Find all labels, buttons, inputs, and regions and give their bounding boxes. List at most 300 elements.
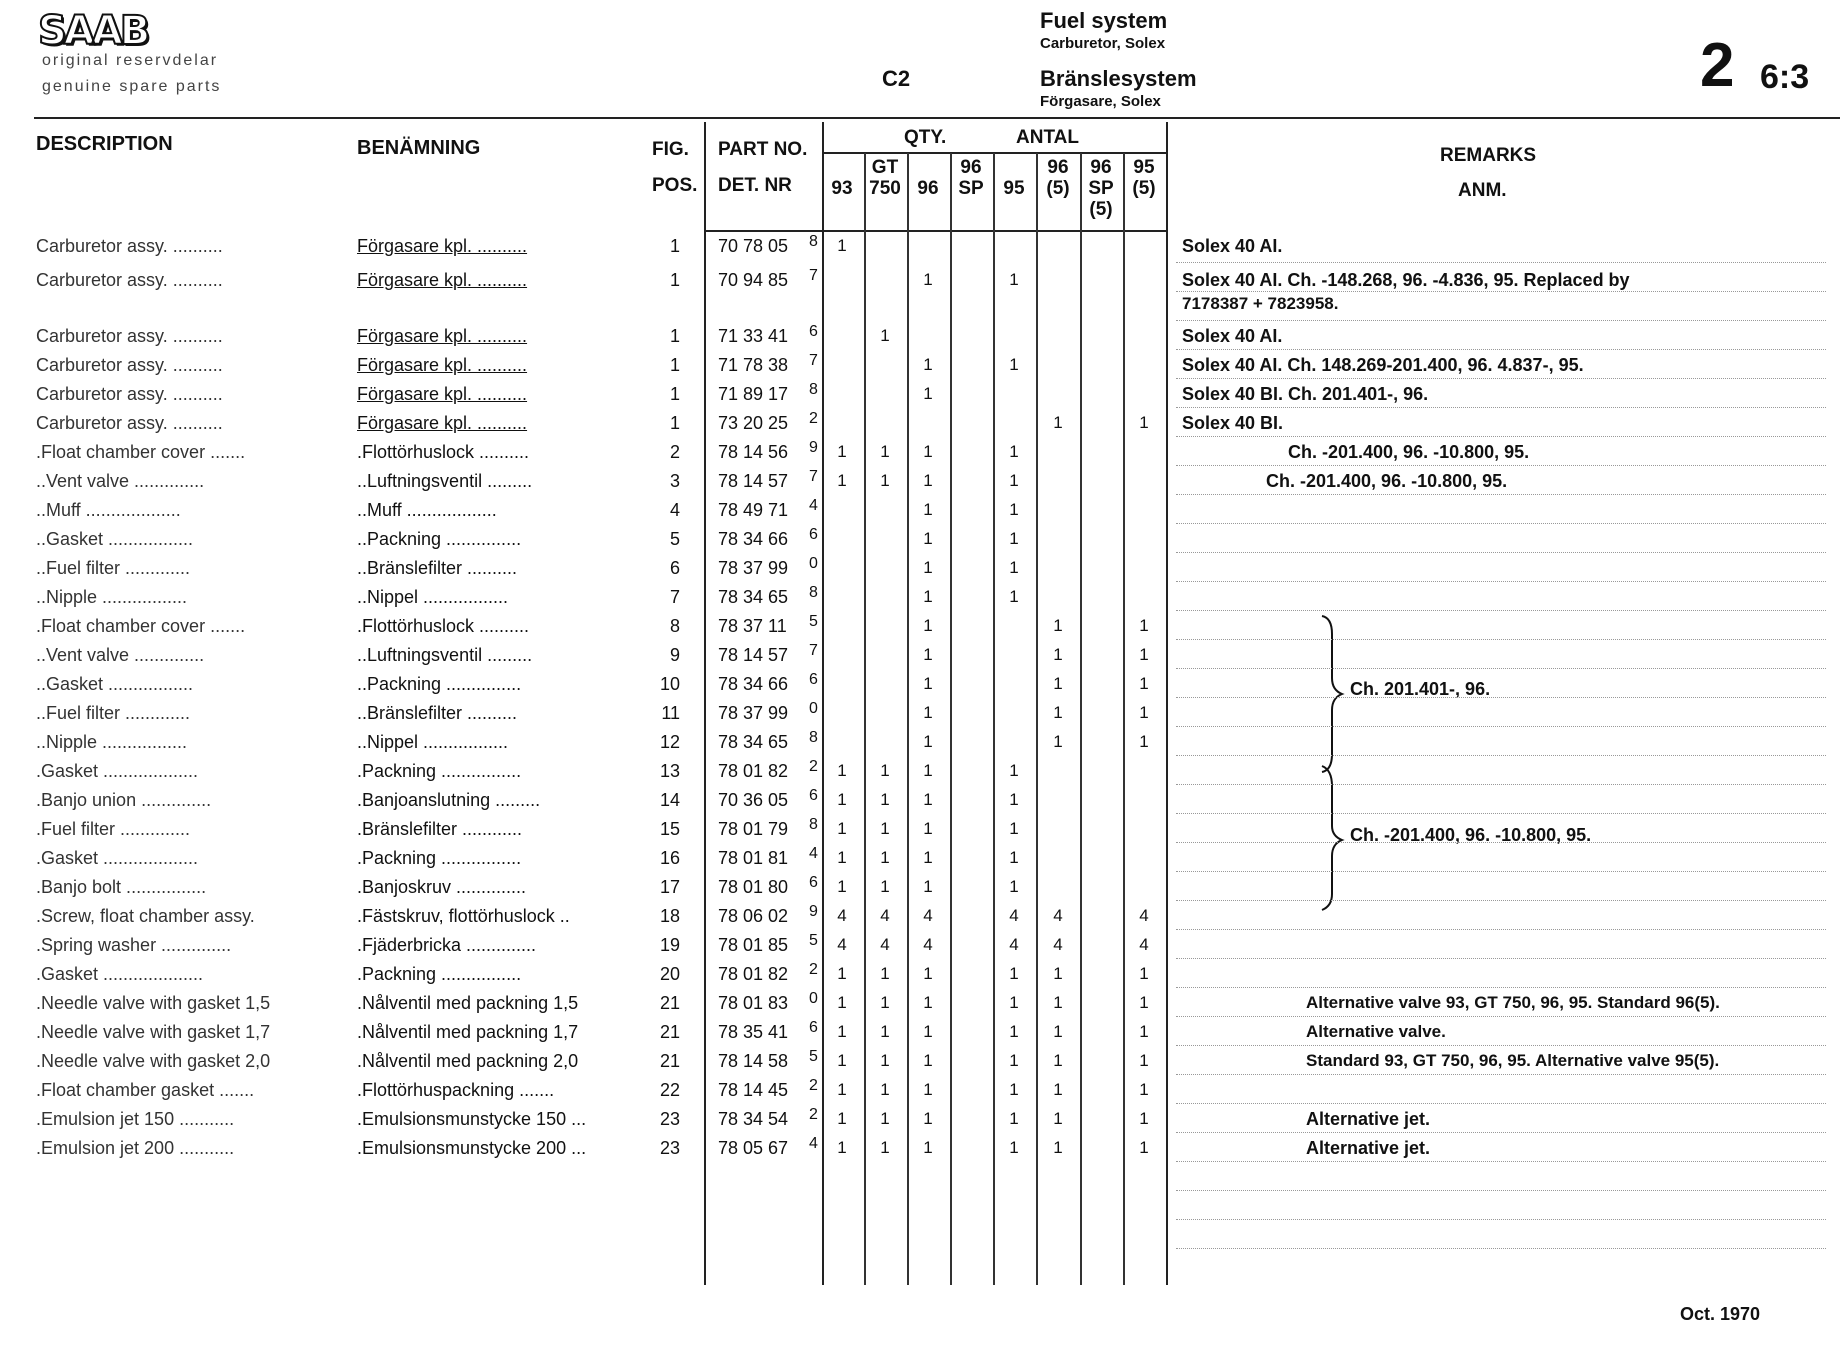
description-cell: ..Vent valve .............. xyxy=(36,471,205,491)
model-header-7 xyxy=(1123,157,1165,199)
remark-cell: Solex 40 AI. xyxy=(1182,236,1283,256)
qty-cell: 1 xyxy=(923,471,933,490)
table-row xyxy=(0,468,1840,500)
remark-dotted-line xyxy=(1176,1219,1826,1220)
description-cell: ..Nipple ................. xyxy=(36,587,188,607)
qty-cell: 1 xyxy=(837,964,847,983)
table-row xyxy=(0,267,1840,299)
qty-cell: 4 xyxy=(1053,906,1063,925)
qty-cell: 1 xyxy=(1009,1051,1019,1070)
check-digit-cell: 0 xyxy=(809,990,818,1007)
part-number-cell: 78 01 79 xyxy=(718,819,789,839)
benamning-cell: .Packning ................ xyxy=(357,848,522,868)
remark-cell: Ch. -201.400, 96. -10.800, 95. xyxy=(1288,442,1530,462)
remark-dotted-line xyxy=(1176,349,1826,350)
part-number-cell: 78 34 65 xyxy=(718,732,789,752)
remark-dotted-line xyxy=(1176,1045,1826,1046)
qty-cell: 1 xyxy=(923,587,933,606)
qty-cell: 1 xyxy=(1139,674,1149,693)
remark-dotted-line xyxy=(1176,1016,1826,1017)
model-header-bottom: 96 xyxy=(917,178,939,199)
model-header-bottom: SP xyxy=(958,178,984,199)
benamning-cell: Förgasare kpl. .......... xyxy=(357,413,528,433)
check-digit-cell: 7 xyxy=(809,642,818,659)
qty-cell: 1 xyxy=(1009,790,1019,809)
remark-dotted-line xyxy=(1176,929,1826,930)
section-code: C2 xyxy=(882,66,911,91)
group-remark-1: Ch. 201.401-, 96. xyxy=(1350,679,1491,699)
benamning-cell: .Emulsionsmunstycke 200 ... xyxy=(357,1138,587,1158)
remark-dotted-line xyxy=(1176,1132,1826,1133)
part-number-cell: 78 01 82 xyxy=(718,761,789,781)
check-digit-cell: 7 xyxy=(809,267,818,284)
qty-cell: 1 xyxy=(1139,1109,1149,1128)
remark-dotted-line xyxy=(1176,1161,1826,1162)
table-row xyxy=(0,1077,1840,1109)
remark-dotted-line xyxy=(1176,320,1826,321)
description-cell: .Needle valve with gasket 1,7 xyxy=(36,1022,271,1042)
qty-cell: 1 xyxy=(1009,270,1019,289)
part-number-cell: 78 14 57 xyxy=(718,645,789,665)
qty-cell: 1 xyxy=(923,761,933,780)
qty-cell: 1 xyxy=(1053,1138,1063,1157)
qty-cell: 4 xyxy=(923,906,933,925)
check-digit-cell: 8 xyxy=(809,729,818,746)
remark-cell: Alternative valve. xyxy=(1306,1022,1446,1041)
part-number-cell: 78 37 99 xyxy=(718,703,789,723)
qty-cell: 1 xyxy=(1009,442,1019,461)
remark-dotted-line xyxy=(1176,1248,1826,1249)
check-digit-cell: 6 xyxy=(809,1019,818,1036)
benamning-cell: Förgasare kpl. .......... xyxy=(357,384,528,404)
qty-cell: 1 xyxy=(1139,1138,1149,1157)
check-digit-cell: 6 xyxy=(809,671,818,688)
qty-cell: 4 xyxy=(1009,935,1019,954)
qty-cell: 4 xyxy=(880,935,890,954)
qty-cell: 1 xyxy=(880,471,890,490)
check-digit-cell: 0 xyxy=(809,555,818,572)
benamning-cell: Förgasare kpl. .......... xyxy=(357,270,528,290)
qty-cell: 1 xyxy=(1009,993,1019,1012)
qty-cell: 1 xyxy=(1053,1080,1063,1099)
fig-pos-cell: 2 xyxy=(669,442,680,462)
qty-cell: 1 xyxy=(923,877,933,896)
remark-dotted-line xyxy=(1176,262,1826,263)
qty-cell: 1 xyxy=(837,471,847,490)
fig-pos-cell: 1 xyxy=(669,236,680,256)
table-row xyxy=(0,439,1840,471)
fig-pos-cell: 23 xyxy=(659,1109,680,1129)
fig-pos-cell: 8 xyxy=(669,616,680,636)
check-digit-cell: 8 xyxy=(809,381,818,398)
table-row xyxy=(0,845,1840,877)
check-digit-cell: 6 xyxy=(809,874,818,891)
qty-cell: 1 xyxy=(837,993,847,1012)
subtitle-title-english: Carburetor, Solex xyxy=(1040,35,1166,52)
benamning-cell: ..Bränslefilter .......... xyxy=(357,703,518,723)
fig-pos-cell: 21 xyxy=(659,993,680,1013)
table-row xyxy=(0,526,1840,558)
description-cell: ..Nipple ................. xyxy=(36,732,188,752)
description-cell: .Needle valve with gasket 1,5 xyxy=(36,993,271,1013)
remark-dotted-line xyxy=(1176,494,1826,495)
remark-cell: Ch. -201.400, 96. -10.800, 95. xyxy=(1266,471,1508,491)
table-row xyxy=(0,932,1840,964)
qty-cell: 1 xyxy=(1139,645,1149,664)
fig-pos-cell: 10 xyxy=(659,674,680,694)
qty-cell: 1 xyxy=(837,1022,847,1041)
check-digit-cell: 0 xyxy=(809,700,818,717)
fig-pos-cell: 7 xyxy=(669,587,680,607)
description-cell: .Banjo bolt ................ xyxy=(36,877,207,897)
qty-cell: 1 xyxy=(1009,558,1019,577)
remark-dotted-line xyxy=(1176,436,1826,437)
model-header-bottom: 93 xyxy=(831,178,853,199)
qty-cell: 1 xyxy=(837,236,847,255)
table-row xyxy=(0,903,1840,935)
qty-cell: 1 xyxy=(880,1022,890,1041)
check-digit-cell: 8 xyxy=(809,233,818,250)
qty-cell: 1 xyxy=(1053,413,1063,432)
table-row xyxy=(0,729,1840,761)
benamning-cell: .Flottörhuslock .......... xyxy=(357,442,530,462)
benamning-cell: Förgasare kpl. .......... xyxy=(357,355,528,375)
model-header-bottom: (5) xyxy=(1046,178,1070,199)
description-cell: .Banjo union .............. xyxy=(36,790,212,810)
table-row xyxy=(0,961,1840,993)
table-row xyxy=(0,642,1840,674)
qty-cell: 4 xyxy=(923,935,933,954)
remark-dotted-line xyxy=(1176,784,1826,785)
part-number-cell: 78 37 99 xyxy=(718,558,789,578)
benamning-cell: ..Muff .................. xyxy=(357,500,497,520)
check-digit-cell: 6 xyxy=(809,323,818,340)
qty-cell: 1 xyxy=(1139,1022,1149,1041)
part-number-cell: 78 05 67 xyxy=(718,1138,789,1158)
qty-cell: 1 xyxy=(1009,964,1019,983)
qty-cell: 1 xyxy=(880,442,890,461)
check-digit-cell: 7 xyxy=(809,352,818,369)
model-header-top: 96 xyxy=(1047,157,1069,178)
remark-dotted-line xyxy=(1176,755,1826,756)
qty-cell: 1 xyxy=(1053,703,1063,722)
description-cell: ..Gasket ................. xyxy=(36,674,194,694)
part-number-cell: 78 01 80 xyxy=(718,877,789,897)
benamning-cell: ..Luftningsventil ......... xyxy=(357,471,533,491)
benamning-cell: ..Bränslefilter .......... xyxy=(357,558,518,578)
fig-pos-cell: 19 xyxy=(659,935,680,955)
rule-header-bottom xyxy=(704,230,1168,232)
rule-qty-split xyxy=(824,152,1166,154)
benamning-cell: .Packning ................ xyxy=(357,964,522,984)
model-header-bottom: 750 xyxy=(869,178,901,199)
fig-pos-cell: 1 xyxy=(669,326,680,346)
qty-cell: 1 xyxy=(1139,1051,1149,1070)
part-number-cell: 78 34 54 xyxy=(718,1109,789,1129)
part-number-cell: 78 14 58 xyxy=(718,1051,789,1071)
qty-cell: 1 xyxy=(923,384,933,403)
qty-cell: 1 xyxy=(880,1138,890,1157)
qty-cell: 1 xyxy=(1009,1022,1019,1041)
description-cell: .Float chamber cover ....... xyxy=(36,616,246,636)
part-number-cell: 70 36 05 xyxy=(718,790,789,810)
remark-dotted-line xyxy=(1176,610,1826,611)
remark-cell: Alternative jet. xyxy=(1306,1138,1431,1158)
qty-cell: 1 xyxy=(1009,877,1019,896)
fig-pos-cell: 20 xyxy=(659,964,680,984)
subtitle-english: genuine spare parts xyxy=(42,78,222,95)
qty-cell: 1 xyxy=(923,645,933,664)
fig-pos-cell: 1 xyxy=(669,413,680,433)
remark-dotted-line xyxy=(1176,726,1826,727)
fig-pos-cell: 22 xyxy=(659,1080,680,1100)
title-english: Fuel system xyxy=(1040,8,1168,33)
qty-cell: 1 xyxy=(923,558,933,577)
description-cell: .Fuel filter .............. xyxy=(36,819,191,839)
description-cell: Carburetor assy. .......... xyxy=(36,384,223,404)
part-number-cell: 78 49 71 xyxy=(718,500,789,520)
remark-dotted-line xyxy=(1176,813,1826,814)
fig-pos-cell: 1 xyxy=(669,270,680,290)
remark-cell: Alternative jet. xyxy=(1306,1109,1431,1129)
description-cell: .Gasket ................... xyxy=(36,848,199,868)
qty-cell: 1 xyxy=(923,964,933,983)
part-number-cell: 78 01 83 xyxy=(718,993,789,1013)
qty-cell: 1 xyxy=(1053,993,1063,1012)
description-cell: Carburetor assy. .......... xyxy=(36,413,223,433)
remark-cell: Standard 93, GT 750, 96, 95. Alternative valve 95(5). xyxy=(1306,1051,1720,1070)
part-number-cell: 78 14 45 xyxy=(718,1080,789,1100)
qty-cell: 1 xyxy=(1009,500,1019,519)
fig-pos-cell: 15 xyxy=(659,819,680,839)
check-digit-cell: 2 xyxy=(809,961,818,978)
qty-cell: 1 xyxy=(880,1109,890,1128)
qty-cell: 4 xyxy=(1139,935,1149,954)
remark-dotted-line xyxy=(1176,900,1826,901)
qty-cell: 1 xyxy=(880,790,890,809)
table-row xyxy=(0,758,1840,790)
header-rule xyxy=(34,117,1840,119)
fig-pos-cell: 9 xyxy=(669,645,680,665)
qty-cell: 1 xyxy=(923,819,933,838)
model-header-2 xyxy=(907,178,949,199)
check-digit-cell: 6 xyxy=(809,787,818,804)
fig-pos-cell: 21 xyxy=(659,1022,680,1042)
description-cell: .Emulsion jet 200 ........... xyxy=(36,1138,235,1158)
description-cell: .Emulsion jet 150 ........... xyxy=(36,1109,235,1129)
description-cell: .Spring washer .............. xyxy=(36,935,232,955)
description-cell: .Needle valve with gasket 2,0 xyxy=(36,1051,271,1071)
qty-cell: 1 xyxy=(1009,1138,1019,1157)
col-description: DESCRIPTION xyxy=(36,133,173,155)
fig-pos-cell: 23 xyxy=(659,1138,680,1158)
qty-cell: 1 xyxy=(923,1080,933,1099)
qty-cell: 1 xyxy=(837,442,847,461)
table-row xyxy=(0,233,1840,265)
remark-dotted-line xyxy=(1176,523,1826,524)
col-part-no: PART NO. xyxy=(718,139,808,160)
qty-cell: 1 xyxy=(837,1138,847,1157)
benamning-cell: .Fjäderbricka .............. xyxy=(357,935,537,955)
benamning-cell: .Bränslefilter ............ xyxy=(357,819,523,839)
fig-pos-cell: 14 xyxy=(659,790,680,810)
check-digit-cell: 8 xyxy=(809,816,818,833)
description-cell: ..Vent valve .............. xyxy=(36,645,205,665)
table-row xyxy=(0,584,1840,616)
remark-dotted-line xyxy=(1176,1103,1826,1104)
brace-graphics xyxy=(1318,614,1348,1154)
qty-cell: 1 xyxy=(923,732,933,751)
qty-cell: 1 xyxy=(1053,1022,1063,1041)
qty-cell: 1 xyxy=(837,877,847,896)
qty-cell: 1 xyxy=(880,964,890,983)
remark-dotted-line xyxy=(1176,552,1826,553)
model-header-5 xyxy=(1037,157,1079,199)
qty-cell: 1 xyxy=(1053,964,1063,983)
part-number-cell: 78 14 57 xyxy=(718,471,789,491)
col-antal: ANTAL xyxy=(1016,127,1079,148)
qty-cell: 1 xyxy=(923,1109,933,1128)
remark-dotted-line xyxy=(1176,1074,1826,1075)
fig-pos-cell: 11 xyxy=(661,703,680,723)
table-row xyxy=(0,1019,1840,1051)
check-digit-cell: 2 xyxy=(809,758,818,775)
check-digit-cell: 9 xyxy=(809,903,818,920)
qty-cell: 1 xyxy=(923,500,933,519)
table-row xyxy=(0,323,1840,355)
check-digit-cell: 4 xyxy=(809,497,818,514)
qty-cell: 1 xyxy=(1009,819,1019,838)
check-digit-cell: 5 xyxy=(809,613,818,630)
part-number-cell: 78 34 66 xyxy=(718,529,789,549)
qty-cell: 4 xyxy=(880,906,890,925)
qty-cell: 1 xyxy=(1009,355,1019,374)
table-row xyxy=(0,497,1840,529)
col-det-nr: DET. NR xyxy=(718,175,792,196)
benamning-cell: .Banjoskruv .............. xyxy=(357,877,527,897)
part-number-cell: 78 01 82 xyxy=(718,964,789,984)
qty-cell: 1 xyxy=(1139,964,1149,983)
qty-cell: 1 xyxy=(837,848,847,867)
remark-cell: Solex 40 AI. xyxy=(1182,326,1283,346)
description-cell: .Float chamber cover ....... xyxy=(36,442,246,462)
remark-dotted-line xyxy=(1176,291,1826,292)
part-number-cell: 78 14 56 xyxy=(718,442,789,462)
benamning-cell: .Emulsionsmunstycke 150 ... xyxy=(357,1109,587,1129)
benamning-cell: ..Luftningsventil ......... xyxy=(357,645,533,665)
qty-cell: 1 xyxy=(1009,761,1019,780)
description-cell: Carburetor assy. .......... xyxy=(36,236,223,256)
col-pos: POS. xyxy=(652,175,698,196)
model-header-top: 96 SP xyxy=(1088,157,1114,199)
description-cell: ..Gasket ................. xyxy=(36,529,194,549)
benamning-cell: .Flottörhuspackning ....... xyxy=(357,1080,555,1100)
footer-date: Oct. 1970 xyxy=(1680,1304,1761,1324)
model-header-1 xyxy=(864,157,906,199)
qty-cell: 1 xyxy=(880,993,890,1012)
qty-cell: 1 xyxy=(1139,413,1149,432)
qty-cell: 1 xyxy=(923,529,933,548)
col-fig: FIG. xyxy=(652,139,689,160)
subtitle-swedish: original reservdelar xyxy=(42,52,219,69)
fig-pos-cell: 17 xyxy=(659,877,680,897)
model-header-4 xyxy=(993,178,1035,199)
fig-pos-cell: 21 xyxy=(659,1051,680,1071)
qty-cell: 1 xyxy=(880,1080,890,1099)
qty-cell: 1 xyxy=(1053,1109,1063,1128)
qty-cell: 1 xyxy=(923,848,933,867)
remark-cell: Solex 40 BI. xyxy=(1182,413,1284,433)
check-digit-cell: 4 xyxy=(809,1135,818,1152)
qty-cell: 1 xyxy=(1053,1051,1063,1070)
remark-dotted-line xyxy=(1176,639,1826,640)
qty-cell: 1 xyxy=(923,616,933,635)
qty-cell: 1 xyxy=(880,877,890,896)
remark-dotted-line xyxy=(1176,407,1826,408)
saab-logo: SAAB xyxy=(38,8,148,54)
table-row xyxy=(0,700,1840,732)
subtitle-title-swedish: Förgasare, Solex xyxy=(1040,93,1161,110)
qty-cell: 1 xyxy=(1009,471,1019,490)
benamning-cell: .Nålventil med packning 1,5 xyxy=(357,993,579,1013)
qty-cell: 1 xyxy=(837,819,847,838)
fig-pos-cell: 1 xyxy=(669,355,680,375)
col-remarks: REMARKS xyxy=(1440,145,1537,166)
qty-cell: 1 xyxy=(923,270,933,289)
remark-cell: Alternative valve 93, GT 750, 96, 95. Standard 96(5). xyxy=(1306,993,1720,1012)
fig-pos-cell: 12 xyxy=(659,732,680,752)
check-digit-cell: 9 xyxy=(809,439,818,456)
benamning-cell: .Nålventil med packning 2,0 xyxy=(357,1051,579,1071)
remark-dotted-line xyxy=(1176,465,1826,466)
qty-cell: 1 xyxy=(1009,1109,1019,1128)
col-benamning: BENÄMNING xyxy=(357,137,481,159)
page-number-minor: 6:3 xyxy=(1760,58,1810,96)
model-header-top: GT xyxy=(871,157,899,178)
qty-cell: 1 xyxy=(923,355,933,374)
qty-cell: 1 xyxy=(1139,616,1149,635)
remark-dotted-line xyxy=(1176,1190,1826,1191)
check-digit-cell: 5 xyxy=(809,1048,818,1065)
part-number-cell: 70 78 05 xyxy=(718,236,789,256)
part-number-cell: 78 01 81 xyxy=(718,848,789,868)
remark-dotted-line xyxy=(1176,842,1826,843)
qty-cell: 1 xyxy=(1009,848,1019,867)
fig-pos-cell: 4 xyxy=(669,500,680,520)
part-number-cell: 78 35 41 xyxy=(718,1022,789,1042)
qty-cell: 1 xyxy=(1139,1080,1149,1099)
remark-continuation: 7178387 + 7823958. xyxy=(1182,294,1339,313)
check-digit-cell: 8 xyxy=(809,584,818,601)
qty-cell: 1 xyxy=(1139,732,1149,751)
part-number-cell: 78 01 85 xyxy=(718,935,789,955)
part-number-cell: 71 78 38 xyxy=(718,355,789,375)
benamning-cell: .Flottörhuslock .......... xyxy=(357,616,530,636)
page-number-major: 2 xyxy=(1700,31,1735,100)
remark-dotted-line xyxy=(1176,958,1826,959)
part-number-cell: 71 33 41 xyxy=(718,326,789,346)
table-row xyxy=(0,410,1840,442)
qty-cell: 1 xyxy=(923,790,933,809)
description-cell: ..Fuel filter ............. xyxy=(36,558,191,578)
remark-cell: Solex 40 AI. Ch. 148.269-201.400, 96. 4.837-, 95. xyxy=(1182,355,1584,375)
fig-pos-cell: 3 xyxy=(669,471,680,491)
qty-cell: 4 xyxy=(837,935,847,954)
fig-pos-cell: 13 xyxy=(659,761,680,781)
check-digit-cell: 2 xyxy=(809,1077,818,1094)
table-row xyxy=(0,555,1840,587)
group-remark-2: Ch. -201.400, 96. -10.800, 95. xyxy=(1350,825,1592,845)
